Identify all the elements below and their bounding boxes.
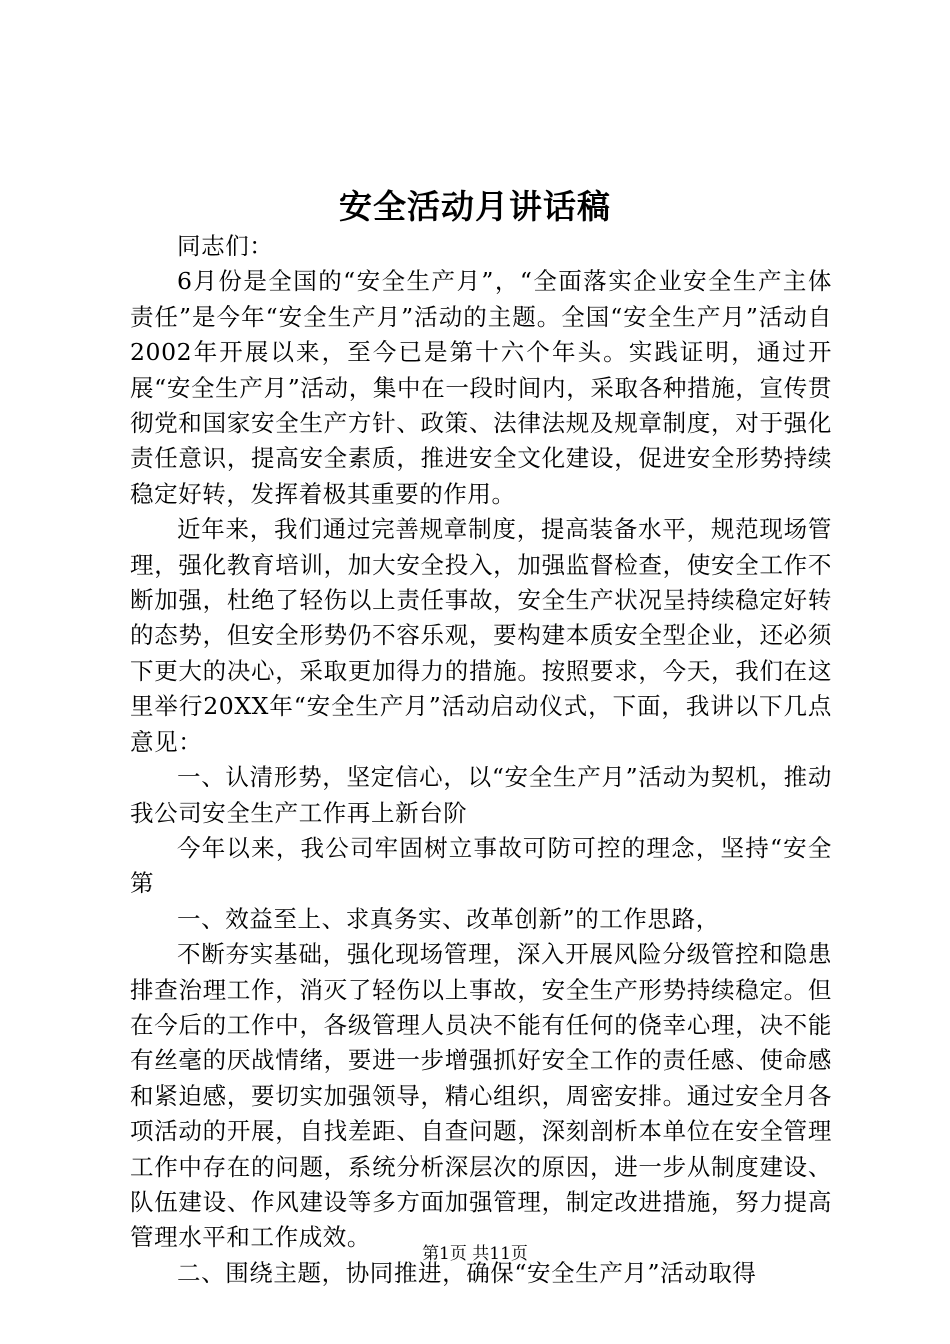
document-body [130,229,832,1291]
document-title: 安全活动月讲话稿 [339,187,611,226]
section-two-heading: 二、围绕主题，协同推进，确保“安全生产月”活动取得 [177,1258,757,1287]
greeting-paragraph: 同志们： [177,232,274,260]
page-number-footer: 第1页 共11页 [422,1244,528,1264]
intro-paragraph: 6月份是全国的“安全生产月”，“全面落实企业安全生产主体责任”是今年“安全生产月”活动的主题。全国“安全生产月”活动自2002年开展以来，至今已是第十六个年头。实践证明，通过开展“安全生产月”活动，集中在一段时间内，采取各种措施，宣传贯彻党和国家安全生产方针、政策、法律法规及规章制度，对于强化责任意识，提高安全素质，推进安全文化建设，促进安全形势持续稳定好转，发挥着极其重要的作用。 [130,267,832,508]
recent-years-paragraph: 近年来，我们通过完善规章制度，提高装备水平，规范现场管理，强化教育培训，加大安全投入，加强监督检查，使安全工作不断加强，杜绝了轻伤以上责任事故，安全生产状况呈持续稳定好转的态势，但安全形势仍不容乐观，要构建本质安全型企业，还必须下更大的决心，采取更加得力的措施。按照要求，今天，我们在这里举行20XX年“安全生产月”活动启动仪式，下面，我讲以下几点意见： [130,515,832,756]
section-one-paragraph-start: 今年以来，我公司牢固树立事故可防可控的理念，坚持“安全第 [130,833,832,898]
section-one-body-paragraph: 不断夯实基础，强化现场管理，深入开展风险分级管控和隐患排查治理工作，消灭了轻伤以上事故，安全生产形势持续稳定。但在今后的工作中，各级管理人员决不能有任何的侥幸心理，决不能有丝毫的厌战情绪，要进一步增强抓好安全工作的责任感、使命感和紧迫感，要切实加强领导，精心组织，周密安排。通过安全月各项活动的开展，自找差距、自查问题，深刻剖析本单位在安全管理工作中存在的问题，系统分析深层次的原因，进一步从制度建设、队伍建设、作风建设等多方面加强管理，制定改进措施，努力提高管理水平和工作成效。 [130,940,832,1252]
section-one-heading: 一、认清形势，坚定信心，以“安全生产月”活动为契机，推动我公司安全生产工作再上新台阶 [130,763,832,827]
section-one-paragraph-continued: 一、效益至上、求真务实、改革创新”的工作思路， [177,904,720,933]
